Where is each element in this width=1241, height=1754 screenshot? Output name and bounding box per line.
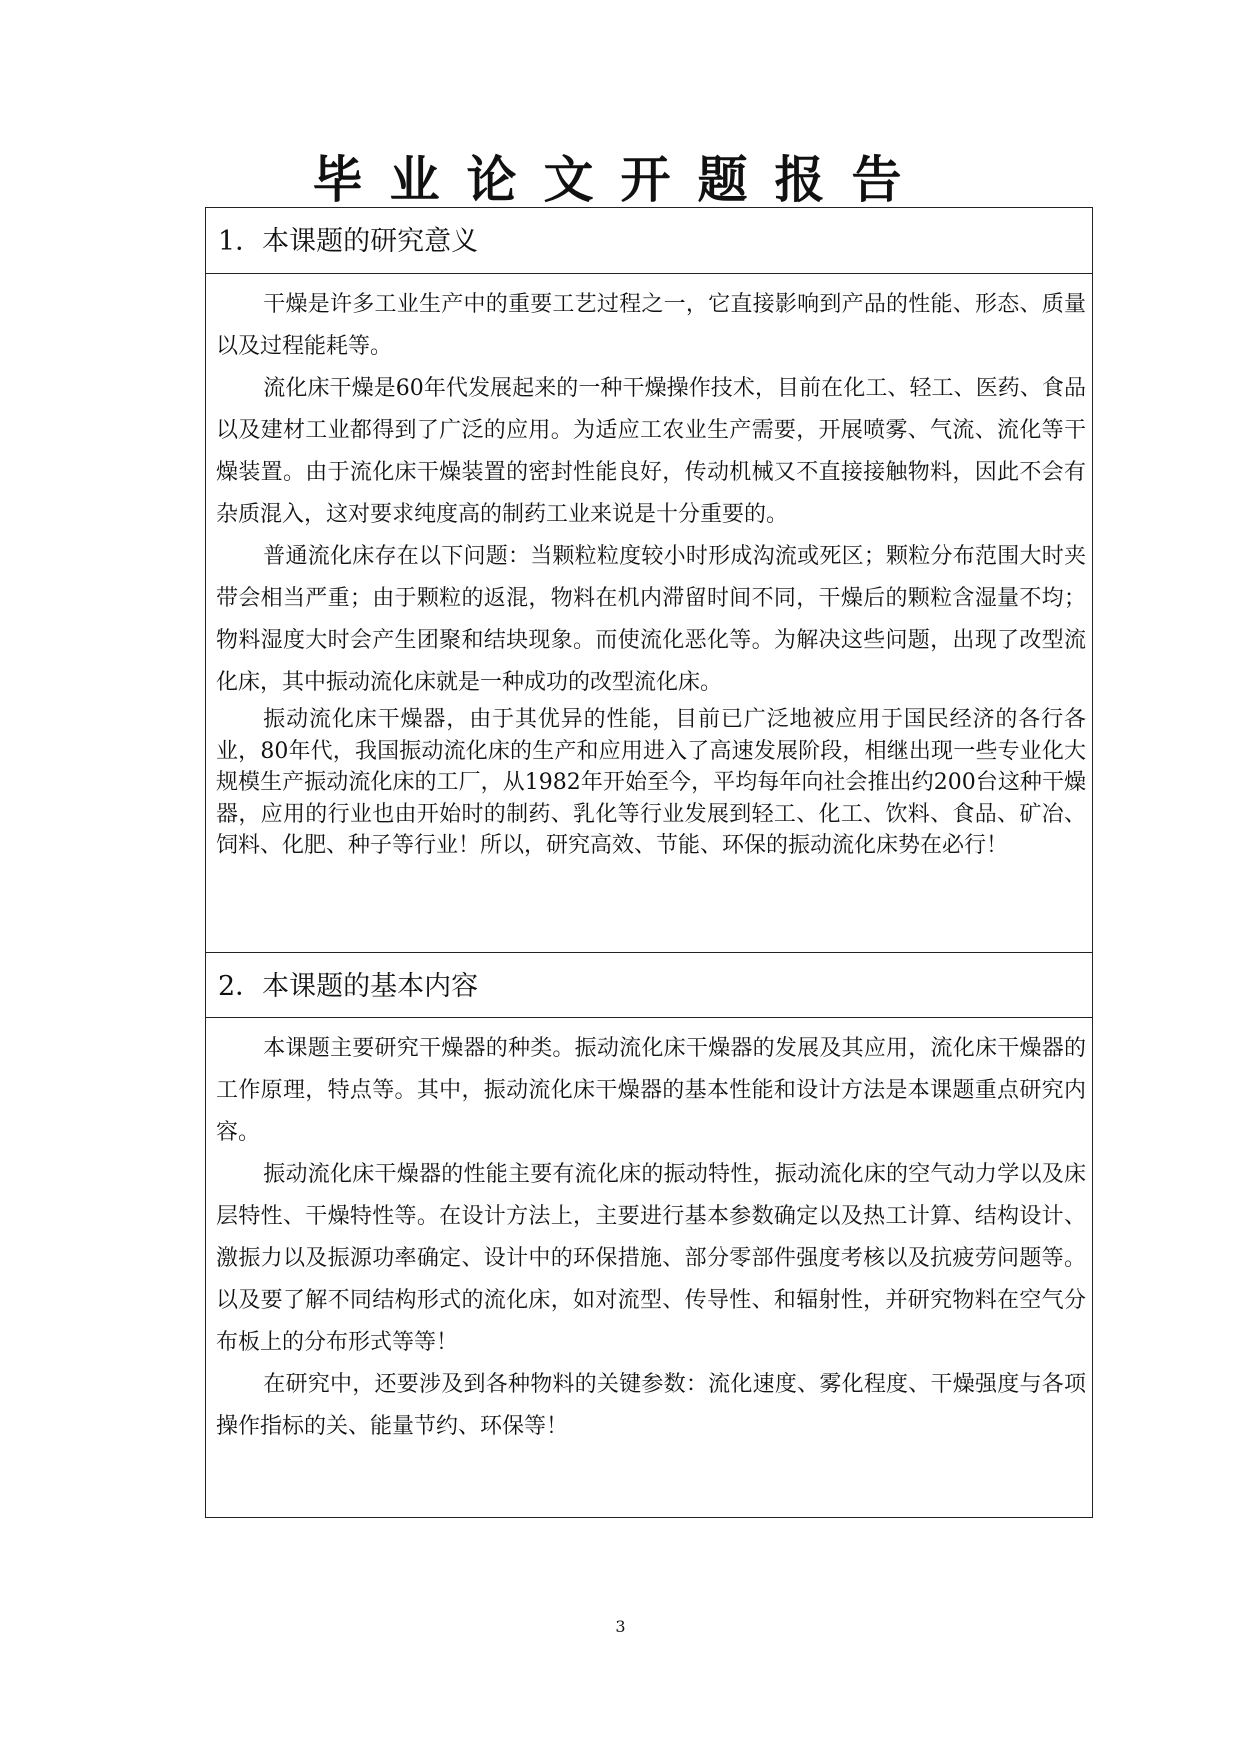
paragraph: 普通流化床存在以下问题：当颗粒粒度较小时形成沟流或死区；颗粒分布范围大时夹带会相当严重；由于颗粒的返混，物料在机内滞留时间不同，干燥后的颗粒含湿量不均；物料湿度大时会产生团聚和结块现象。而使流化恶化等。为解决这些问题，出现了改型流化床，其中振动流化床就是一种成功的改型流化床。 (216, 544, 1086, 695)
section-2-heading: 2．本课题的基本内容 (206, 952, 1092, 1018)
section-2-body (216, 1028, 1086, 1448)
paragraph: 在研究中，还要涉及到各种物料的关键参数：流化速度、雾化程度、干燥强度与各项操作指标的关、能量节约、环保等！ (216, 1372, 1086, 1439)
page-number: 3 (615, 1617, 626, 1636)
paragraph: 干燥是许多工业生产中的重要工艺过程之一，它直接影响到产品的性能、形态、质量以及过程能耗等。 (216, 292, 1086, 359)
paragraph: 流化床干燥是60年代发展起来的一种干燥操作技术，目前在化工、轻工、医药、食品以及建材工业都得到了广泛的应用。为适应工农业生产需要，开展喷雾、气流、流化等干燥装置。由于流化床干燥装置的密封性能良好，传动机械又不直接接触物料，因此不会有杂质混入，这对要求纯度高的制药工业来说是十分重要的。 (216, 376, 1086, 527)
section-1-heading: 1．本课题的研究意义 (206, 208, 1092, 274)
paragraph: 本课题主要研究干燥器的种类。振动流化床干燥器的发展及其应用，流化床干燥器的工作原理，特点等。其中，振动流化床干燥器的基本性能和设计方法是本课题重点研究内容。 (216, 1036, 1086, 1145)
paragraph: 振动流化床干燥器的性能主要有流化床的振动特性，振动流化床的空气动力学以及床层特性、干燥特性等。在设计方法上，主要进行基本参数确定以及热工计算、结构设计、激振力以及振源功率确定、设计中的环保措施、部分零部件强度考核以及抗疲劳问题等。以及要了解不同结构形式的流化床，如对流型、传导性、和辐射性，并研究物料在空气分布板上的分布形式等等！ (216, 1162, 1086, 1355)
section-1-body (216, 284, 1086, 862)
paragraph: 振动流化床干燥器，由于其优异的性能，目前已广泛地被应用于国民经济的各行各业，80年代，我国振动流化床的生产和应用进入了高速发展阶段，相继出现一些专业化大规模生产振动流化床的工厂，从1982年开始至今，平均每年向社会推出约200台这种干燥器，应用的行业也由开始时的制药、乳化等行业发展到轻工、化工、饮料、食品、矿冶、饲料、化肥、种子等行业！所以，研究高效、节能、环保的振动流化床势在必行！ (216, 707, 1086, 858)
page-title: 毕业论文开题报告 (312, 151, 929, 209)
report-table (205, 207, 1093, 1518)
